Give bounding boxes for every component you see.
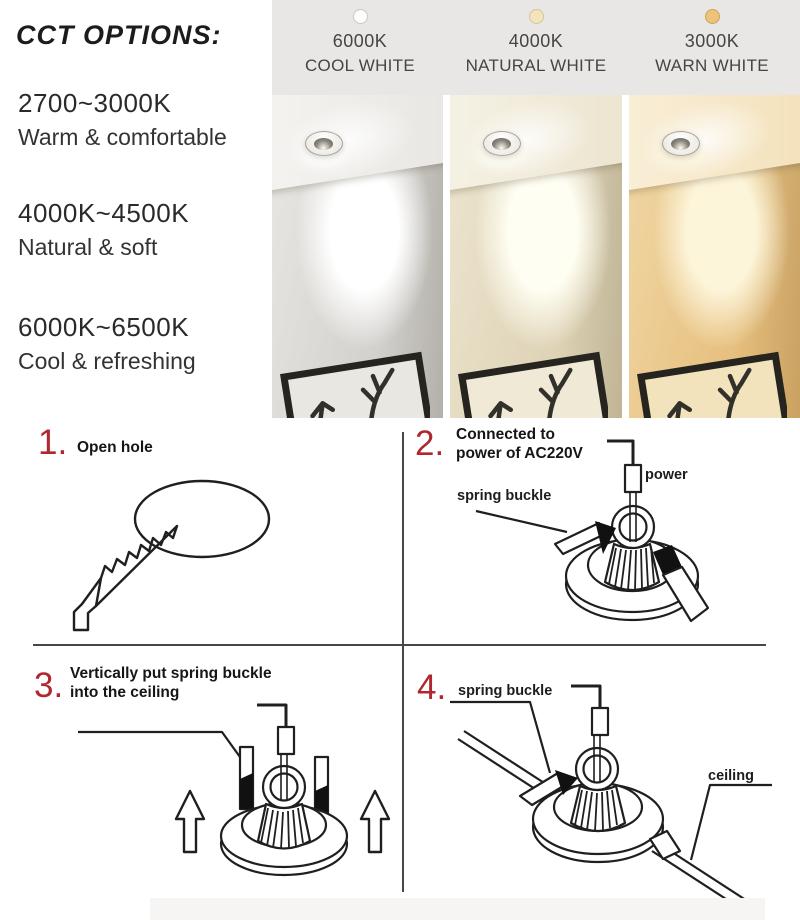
cool-white-room-photo (272, 95, 443, 418)
power-label: power (645, 467, 688, 483)
step3-insert-buckle-diagram (0, 655, 400, 920)
natural-white-room-photo (450, 95, 621, 418)
kelvin-value: 4000K (508, 31, 564, 51)
cct-desc: Warm & comfortable (18, 124, 227, 150)
power-hook-wire (257, 705, 286, 727)
cct-swatch-header (272, 0, 800, 95)
cct-desc: Natural & soft (18, 234, 158, 260)
swatch-warm-white (624, 0, 800, 95)
picture-frame-antlers (458, 348, 608, 418)
leader-line (691, 785, 772, 860)
cct-photo-strip (272, 95, 800, 418)
downlight-fixture-icon (305, 131, 343, 156)
leader-line (78, 732, 245, 764)
picture-frame-antlers (637, 348, 787, 418)
warm-white-dot-icon (705, 9, 720, 24)
cct-item-cool (18, 312, 196, 375)
power-connector (278, 727, 294, 754)
step3-number: 3. (34, 666, 64, 705)
leader-line (476, 511, 567, 532)
kelvin-value: 6000K (332, 31, 388, 51)
step1-title: Open hole (77, 439, 153, 456)
cct-options-title: CCT OPTIONS: (16, 20, 222, 50)
power-hook-wire (607, 441, 633, 465)
leader-line (450, 702, 550, 773)
bottom-band (150, 898, 765, 920)
spring-buckle-label: spring buckle (458, 683, 553, 699)
kelvin-value: 3000K (684, 31, 740, 51)
up-arrow-icon (361, 791, 389, 852)
cct-item-warm (18, 88, 227, 151)
lamp-top-hole (620, 514, 647, 541)
spring-buckle-label: spring buckle (457, 488, 552, 504)
lamp-top-hole (271, 774, 298, 801)
picture-frame-antlers (280, 348, 430, 418)
step1-open-hole-diagram (0, 420, 400, 645)
cct-item-natural (18, 198, 189, 261)
cct-desc: Cool & refreshing (18, 348, 196, 374)
cct-range: 4000K~4500K (18, 198, 190, 228)
power-connector (625, 465, 641, 492)
swatch-label: WARN WHITE (655, 56, 769, 75)
step4-installed-diagram (400, 655, 800, 920)
up-arrow-icon (176, 791, 204, 852)
swatch-natural-white (448, 0, 624, 95)
step4-number: 4. (417, 668, 447, 707)
step3-title-line1: Vertically put spring buckle (70, 665, 272, 682)
spring-buckle-left-clip (240, 773, 253, 809)
step2-number: 2. (415, 424, 445, 463)
step2-connect-power-diagram (400, 420, 800, 645)
saw-icon (96, 526, 177, 606)
ceiling (272, 95, 443, 191)
step2-title-line1: Connected to (456, 426, 556, 443)
swatch-label: NATURAL WHITE (465, 56, 607, 75)
swatch-cool-white (272, 0, 448, 95)
step1-number: 1. (38, 423, 68, 462)
power-hook-wire (571, 686, 600, 708)
step3-title-line2: into the ceiling (70, 684, 180, 701)
cct-range: 2700~3000K (18, 88, 172, 118)
ceiling-label: ceiling (708, 768, 754, 784)
warm-white-room-photo (629, 95, 800, 418)
downlight-fixture-icon (662, 131, 700, 156)
cct-range: 6000K~6500K (18, 312, 190, 342)
ceiling (629, 95, 800, 191)
cool-white-dot-icon (353, 9, 368, 24)
lamp-top-hole (584, 756, 611, 783)
ceiling (450, 95, 621, 191)
natural-white-dot-icon (529, 9, 544, 24)
hole-ellipse (135, 481, 269, 557)
power-connector (592, 708, 608, 735)
step2-title-line2: power of AC220V (456, 445, 583, 462)
swatch-label: COOL WHITE (304, 56, 416, 75)
